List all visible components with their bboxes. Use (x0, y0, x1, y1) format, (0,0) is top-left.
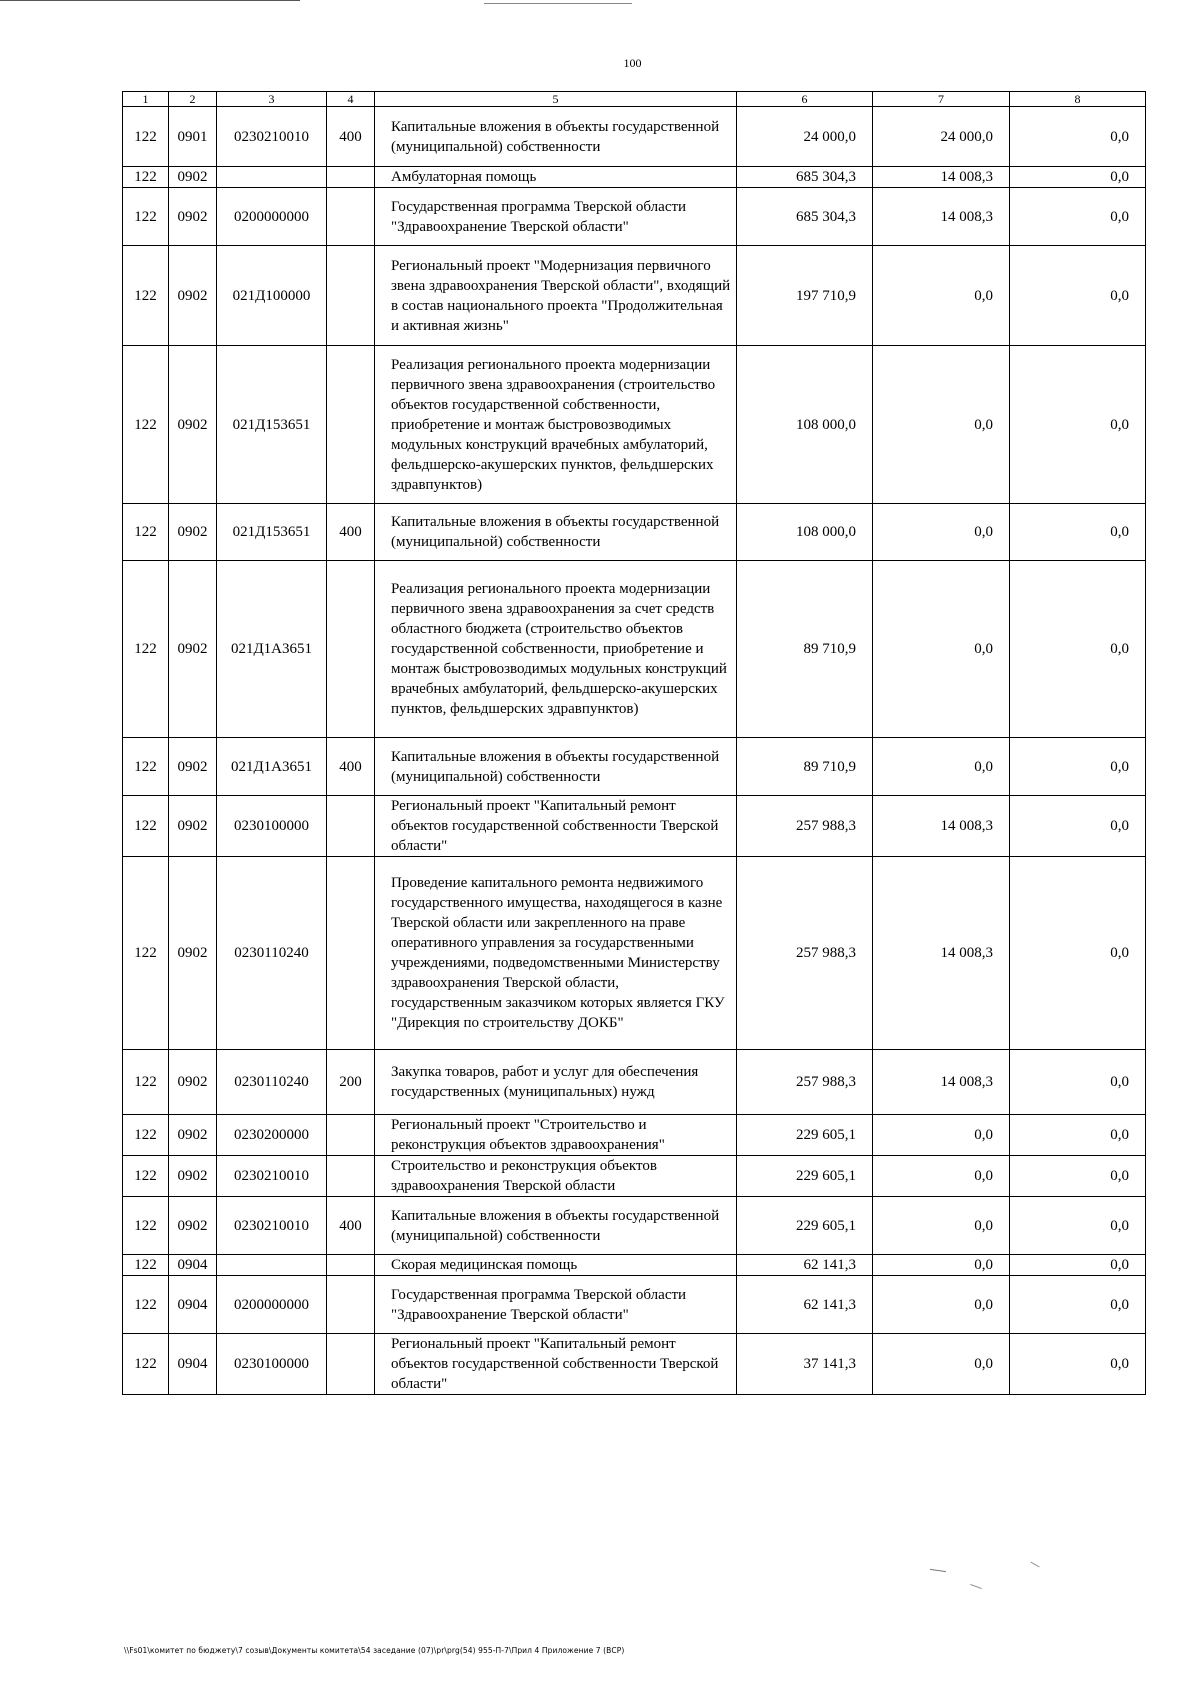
cell-target-article: 0230110240 (217, 857, 327, 1050)
column-number: 3 (217, 92, 327, 107)
cell-section: 0902 (169, 561, 217, 738)
cell-amount-col7: 0,0 (873, 1115, 1010, 1156)
scan-mark (970, 1584, 982, 1589)
cell-name: Региональный проект "Модернизация первичного звена здравоохранения Тверской области", входящий в состав национального проекта "Продолжительная и активная жизнь" (375, 246, 737, 346)
column-number: 5 (375, 92, 737, 107)
cell-section: 0904 (169, 1276, 217, 1334)
table-row (123, 1050, 1146, 1115)
cell-amount-col6: 229 605,1 (737, 1156, 873, 1197)
cell-amount-col7: 14 008,3 (873, 188, 1010, 246)
cell-target-article: 0200000000 (217, 188, 327, 246)
cell-name: Закупка товаров, работ и услуг для обеспечения государственных (муниципальных) нужд (375, 1050, 737, 1115)
cell-amount-col8: 0,0 (1010, 1115, 1146, 1156)
cell-kvsr: 122 (123, 188, 169, 246)
file-path-footer: \\Fs01\комитет по бюджету\7 созыв\Документы комитета\54 заседание (07)\pr\prg(54) 955-П-7\Прил 4 Приложение 7 (ВСР) (124, 1646, 625, 1655)
table-row (123, 561, 1146, 738)
cell-kvsr: 122 (123, 1276, 169, 1334)
cell-amount-col8: 0,0 (1010, 1255, 1146, 1276)
column-number: 8 (1010, 92, 1146, 107)
table-row (123, 167, 1146, 188)
table-row (123, 246, 1146, 346)
column-number: 7 (873, 92, 1010, 107)
table-row (123, 1156, 1146, 1197)
cell-section: 0902 (169, 246, 217, 346)
cell-section: 0902 (169, 188, 217, 246)
cell-expense-type (327, 561, 375, 738)
cell-section: 0902 (169, 1197, 217, 1255)
column-number: 2 (169, 92, 217, 107)
cell-name: Государственная программа Тверской области "Здравоохранение Тверской области" (375, 188, 737, 246)
cell-amount-col7: 0,0 (873, 504, 1010, 561)
table-row (123, 1334, 1146, 1395)
cell-amount-col6: 229 605,1 (737, 1115, 873, 1156)
table-row (123, 107, 1146, 167)
cell-target-article: 0200000000 (217, 1276, 327, 1334)
cell-amount-col7: 0,0 (873, 1276, 1010, 1334)
table-row (123, 188, 1146, 246)
cell-expense-type: 400 (327, 107, 375, 167)
cell-target-article: 0230210010 (217, 1156, 327, 1197)
cell-section: 0902 (169, 1115, 217, 1156)
table-row (123, 1197, 1146, 1255)
cell-kvsr: 122 (123, 1334, 169, 1395)
cell-amount-col6: 685 304,3 (737, 188, 873, 246)
cell-target-article: 021Д1А3651 (217, 738, 327, 796)
cell-section: 0902 (169, 1050, 217, 1115)
table-row (123, 346, 1146, 504)
cell-name: Капитальные вложения в объекты государственной (муниципальной) собственности (375, 738, 737, 796)
cell-amount-col6: 257 988,3 (737, 796, 873, 857)
table-row (123, 1255, 1146, 1276)
cell-amount-col7: 24 000,0 (873, 107, 1010, 167)
page-number: 100 (623, 56, 642, 70)
cell-expense-type (327, 346, 375, 504)
cell-target-article (217, 1255, 327, 1276)
cell-name: Государственная программа Тверской области "Здравоохранение Тверской области" (375, 1276, 737, 1334)
scan-mark (1030, 1562, 1039, 1568)
table-row (123, 504, 1146, 561)
cell-name: Скорая медицинская помощь (375, 1255, 737, 1276)
cell-section: 0901 (169, 107, 217, 167)
cell-expense-type (327, 188, 375, 246)
cell-name: Реализация регионального проекта модернизации первичного звена здравоохранения за счет средств областного бюджета (строительство объектов государственной собственности, приобретение и монтаж быстровозводимых модульных конструкций врачебных амбулаторий, фельдшерско-акушерских пунктов, фельдшерских здравпунктов) (375, 561, 737, 738)
cell-name: Амбулаторная помощь (375, 167, 737, 188)
cell-expense-type (327, 1156, 375, 1197)
cell-kvsr: 122 (123, 1255, 169, 1276)
cell-expense-type (327, 167, 375, 188)
cell-amount-col8: 0,0 (1010, 857, 1146, 1050)
scan-top-edge (0, 0, 1200, 6)
cell-name: Капитальные вложения в объекты государственной (муниципальной) собственности (375, 504, 737, 561)
column-number-row (123, 92, 1146, 107)
cell-section: 0902 (169, 167, 217, 188)
cell-expense-type (327, 1115, 375, 1156)
cell-expense-type (327, 796, 375, 857)
cell-kvsr: 122 (123, 346, 169, 504)
cell-target-article: 0230210010 (217, 1197, 327, 1255)
cell-section: 0902 (169, 857, 217, 1050)
cell-amount-col8: 0,0 (1010, 738, 1146, 796)
scan-mark (930, 1569, 946, 1572)
cell-amount-col7: 0,0 (873, 738, 1010, 796)
cell-amount-col6: 37 141,3 (737, 1334, 873, 1395)
cell-expense-type: 400 (327, 504, 375, 561)
cell-kvsr: 122 (123, 167, 169, 188)
cell-amount-col6: 24 000,0 (737, 107, 873, 167)
cell-name: Проведение капитального ремонта недвижимого государственного имущества, находящегося в казне Тверской области или закрепленного на праве оперативного управления за государственными учреждениями, подведомственными Министерству здравоохранения Тверской области, государственным заказчиком которых является ГКУ "Дирекция по строительству ДОКБ" (375, 857, 737, 1050)
cell-expense-type (327, 1334, 375, 1395)
cell-amount-col6: 108 000,0 (737, 346, 873, 504)
cell-kvsr: 122 (123, 504, 169, 561)
cell-expense-type: 400 (327, 1197, 375, 1255)
cell-amount-col8: 0,0 (1010, 1050, 1146, 1115)
cell-amount-col8: 0,0 (1010, 561, 1146, 738)
cell-amount-col7: 0,0 (873, 1156, 1010, 1197)
cell-target-article: 021Д153651 (217, 504, 327, 561)
cell-amount-col6: 229 605,1 (737, 1197, 873, 1255)
cell-kvsr: 122 (123, 561, 169, 738)
cell-target-article: 021Д100000 (217, 246, 327, 346)
cell-target-article: 0230100000 (217, 796, 327, 857)
scan-line (484, 3, 632, 4)
cell-target-article (217, 167, 327, 188)
cell-amount-col7: 14 008,3 (873, 1050, 1010, 1115)
cell-amount-col7: 0,0 (873, 561, 1010, 738)
cell-amount-col8: 0,0 (1010, 796, 1146, 857)
cell-name: Капитальные вложения в объекты государственной (муниципальной) собственности (375, 1197, 737, 1255)
cell-name: Региональный проект "Капитальный ремонт объектов государственной собственности Тверской области" (375, 1334, 737, 1395)
table-row (123, 738, 1146, 796)
cell-amount-col6: 257 988,3 (737, 1050, 873, 1115)
cell-target-article: 0230210010 (217, 107, 327, 167)
cell-target-article: 0230100000 (217, 1334, 327, 1395)
cell-amount-col6: 62 141,3 (737, 1276, 873, 1334)
cell-amount-col6: 62 141,3 (737, 1255, 873, 1276)
cell-amount-col7: 0,0 (873, 1255, 1010, 1276)
cell-target-article: 021Д153651 (217, 346, 327, 504)
column-number: 4 (327, 92, 375, 107)
cell-kvsr: 122 (123, 107, 169, 167)
table-row (123, 1115, 1146, 1156)
cell-amount-col8: 0,0 (1010, 246, 1146, 346)
cell-name: Региональный проект "Капитальный ремонт объектов государственной собственности Тверской области" (375, 796, 737, 857)
cell-amount-col8: 0,0 (1010, 1334, 1146, 1395)
cell-expense-type (327, 246, 375, 346)
cell-name: Строительство и реконструкция объектов здравоохранения Тверской области (375, 1156, 737, 1197)
cell-amount-col7: 0,0 (873, 1197, 1010, 1255)
cell-kvsr: 122 (123, 1050, 169, 1115)
table-row (123, 796, 1146, 857)
cell-name: Региональный проект "Строительство и реконструкция объектов здравоохранения" (375, 1115, 737, 1156)
budget-table (122, 91, 1146, 1395)
cell-amount-col7: 0,0 (873, 346, 1010, 504)
cell-amount-col6: 197 710,9 (737, 246, 873, 346)
cell-section: 0904 (169, 1334, 217, 1395)
cell-amount-col7: 14 008,3 (873, 857, 1010, 1050)
cell-amount-col6: 89 710,9 (737, 738, 873, 796)
cell-kvsr: 122 (123, 1156, 169, 1197)
cell-amount-col8: 0,0 (1010, 188, 1146, 246)
cell-amount-col8: 0,0 (1010, 504, 1146, 561)
cell-section: 0904 (169, 1255, 217, 1276)
cell-name: Капитальные вложения в объекты государственной (муниципальной) собственности (375, 107, 737, 167)
cell-target-article: 021Д1А3651 (217, 561, 327, 738)
cell-target-article: 0230110240 (217, 1050, 327, 1115)
cell-section: 0902 (169, 346, 217, 504)
cell-kvsr: 122 (123, 796, 169, 857)
cell-expense-type: 400 (327, 738, 375, 796)
cell-amount-col7: 0,0 (873, 246, 1010, 346)
cell-section: 0902 (169, 738, 217, 796)
column-number: 6 (737, 92, 873, 107)
cell-kvsr: 122 (123, 857, 169, 1050)
cell-expense-type (327, 1276, 375, 1334)
cell-amount-col8: 0,0 (1010, 346, 1146, 504)
cell-kvsr: 122 (123, 738, 169, 796)
cell-kvsr: 122 (123, 1115, 169, 1156)
cell-section: 0902 (169, 796, 217, 857)
table-row (123, 1276, 1146, 1334)
cell-amount-col8: 0,0 (1010, 1156, 1146, 1197)
cell-target-article: 0230200000 (217, 1115, 327, 1156)
cell-kvsr: 122 (123, 1197, 169, 1255)
cell-name: Реализация регионального проекта модернизации первичного звена здравоохранения (строительство объектов государственной собственности, приобретение и монтаж быстровозводимых модульных конструкций врачебных амбулаторий, фельдшерско-акушерских пунктов, фельдшерских здравпунктов) (375, 346, 737, 504)
cell-amount-col8: 0,0 (1010, 1197, 1146, 1255)
cell-amount-col7: 14 008,3 (873, 796, 1010, 857)
column-number: 1 (123, 92, 169, 107)
cell-expense-type: 200 (327, 1050, 375, 1115)
cell-amount-col6: 108 000,0 (737, 504, 873, 561)
cell-amount-col8: 0,0 (1010, 107, 1146, 167)
cell-expense-type (327, 1255, 375, 1276)
cell-amount-col8: 0,0 (1010, 1276, 1146, 1334)
cell-amount-col7: 14 008,3 (873, 167, 1010, 188)
cell-expense-type (327, 857, 375, 1050)
table-row (123, 857, 1146, 1050)
cell-kvsr: 122 (123, 246, 169, 346)
cell-amount-col7: 0,0 (873, 1334, 1010, 1395)
cell-section: 0902 (169, 504, 217, 561)
cell-amount-col6: 685 304,3 (737, 167, 873, 188)
scan-line (0, 0, 300, 1)
cell-amount-col8: 0,0 (1010, 167, 1146, 188)
cell-amount-col6: 257 988,3 (737, 857, 873, 1050)
cell-section: 0902 (169, 1156, 217, 1197)
cell-amount-col6: 89 710,9 (737, 561, 873, 738)
